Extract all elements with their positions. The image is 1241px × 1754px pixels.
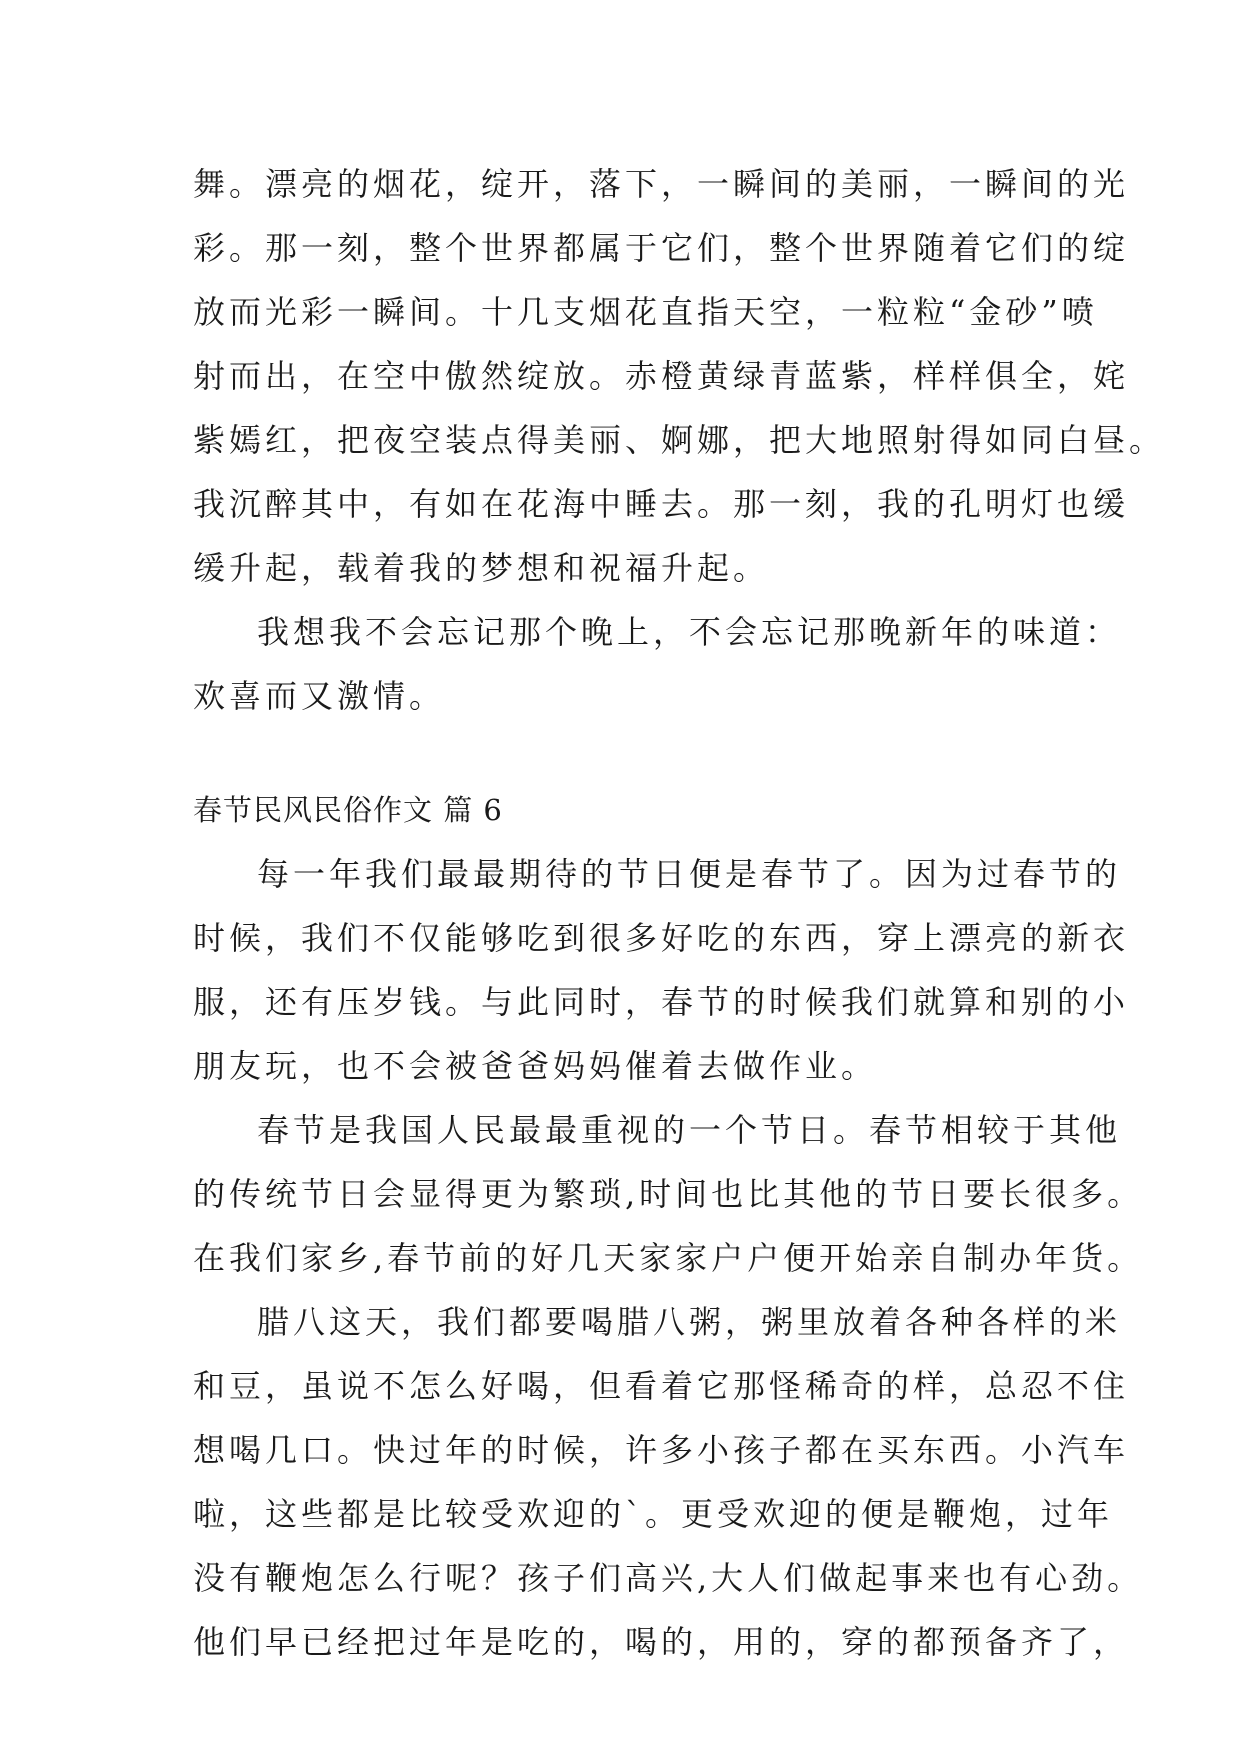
text-line: 啦，这些都是比较受欢迎的`。更受欢迎的便是鞭炮，过年 bbox=[193, 1495, 1114, 1533]
text-line: 放而光彩一瞬间。十几支烟花直指天空，一粒粒“金砂”喷 bbox=[193, 293, 1098, 331]
text-line: 彩。那一刻，整个世界都属于它们，整个世界随着它们的绽 bbox=[193, 229, 1130, 267]
text-line: 的传统节日会显得更为繁琐,时间也比其他的节日要长很多。 bbox=[193, 1175, 1144, 1213]
text-line: 他们早已经把过年是吃的，喝的，用的，穿的都预备齐了， bbox=[193, 1623, 1130, 1661]
text-line: 每一年我们最最期待的节日便是春节了。因为过春节的 bbox=[257, 855, 1122, 893]
text-line: 和豆，虽说不怎么好喝，但看着它那怪稀奇的样，总忍不住 bbox=[193, 1367, 1130, 1405]
paragraph bbox=[193, 1290, 1144, 1674]
section-heading: 春节民风民俗作文 篇 6 bbox=[193, 793, 503, 827]
paragraph bbox=[193, 600, 1122, 728]
text-line: 春节是我国人民最最重视的一个节日。春节相较于其他 bbox=[257, 1111, 1122, 1149]
text-line: 腊八这天，我们都要喝腊八粥，粥里放着各种各样的米 bbox=[257, 1303, 1122, 1341]
text-line: 朋友玩，也不会被爸爸妈妈催着去做作业。 bbox=[193, 1047, 878, 1085]
text-line: 想喝几口。快过年的时候，许多小孩子都在买东西。小汽车 bbox=[193, 1431, 1130, 1469]
document-page bbox=[193, 152, 1166, 1674]
text-line: 缓升起，载着我的梦想和祝福升起。 bbox=[193, 549, 770, 587]
paragraph bbox=[193, 1098, 1144, 1290]
text-line: 在我们家乡,春节前的好几天家家户户便开始亲自制办年货。 bbox=[193, 1239, 1144, 1277]
paragraph bbox=[193, 842, 1130, 1098]
text-line: 我想我不会忘记那个晚上，不会忘记那晚新年的味道： bbox=[257, 613, 1122, 651]
text-line: 欢喜而又激情。 bbox=[193, 677, 446, 715]
text-line: 我沉醉其中，有如在花海中睡去。那一刻，我的孔明灯也缓 bbox=[193, 485, 1130, 523]
text-line: 服，还有压岁钱。与此同时，春节的时候我们就算和别的小 bbox=[193, 983, 1130, 1021]
text-line: 没有鞭炮怎么行呢？孩子们高兴,大人们做起事来也有心劲。 bbox=[193, 1559, 1144, 1597]
text-line: 时候，我们不仅能够吃到很多好吃的东西，穿上漂亮的新衣 bbox=[193, 919, 1130, 957]
text-line: 舞。漂亮的烟花，绽开，落下，一瞬间的美丽，一瞬间的光 bbox=[193, 165, 1130, 203]
text-line: 射而出，在空中傲然绽放。赤橙黄绿青蓝紫，样样俱全，姹 bbox=[193, 357, 1130, 395]
paragraph bbox=[193, 152, 1166, 600]
text-line: 紫嫣红，把夜空装点得美丽、婀娜，把大地照射得如同白昼。 bbox=[193, 421, 1166, 459]
